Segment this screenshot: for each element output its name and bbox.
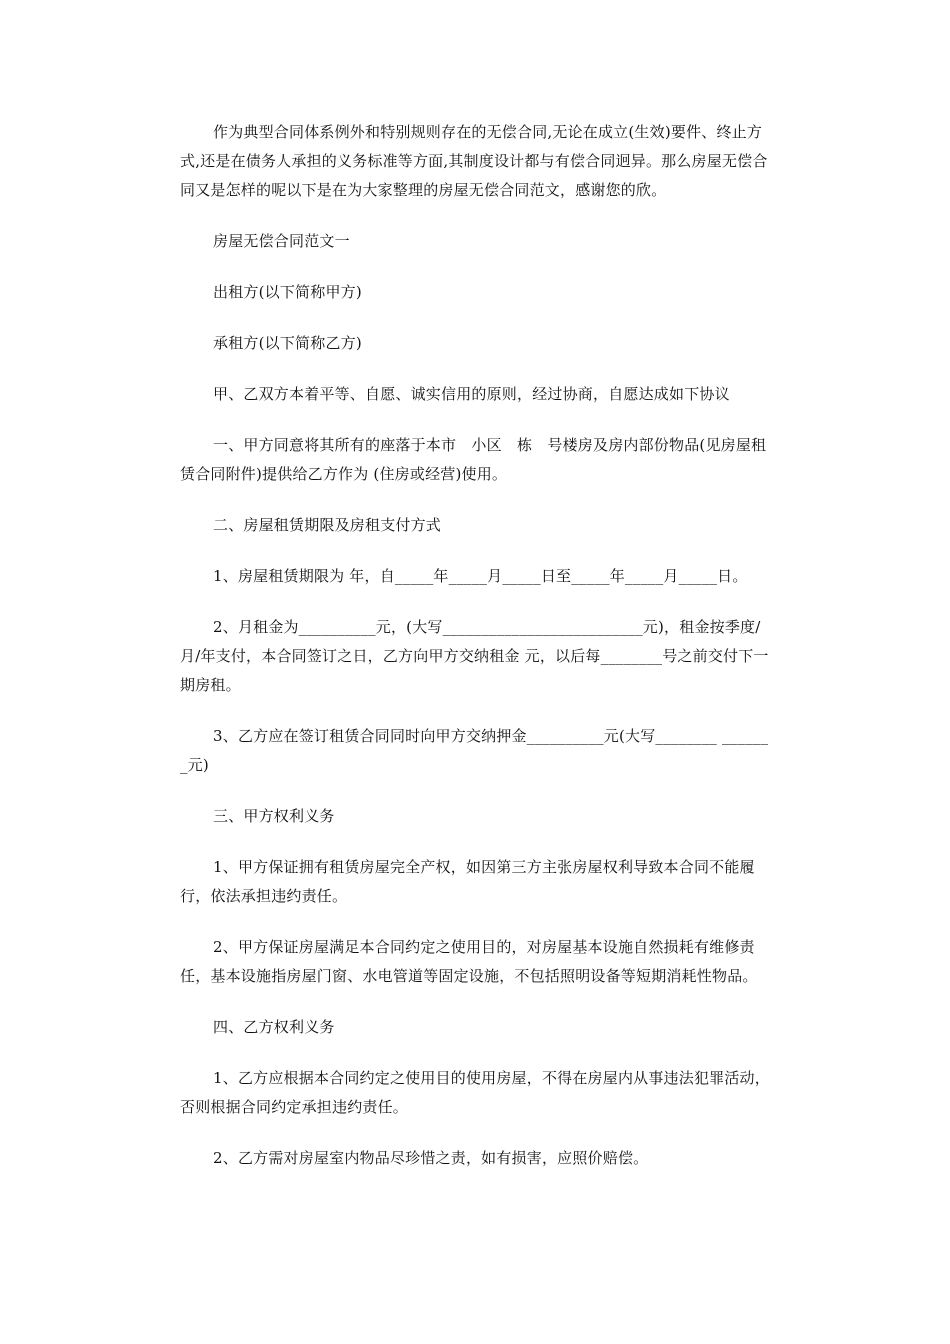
lessee-line: 承租方(以下简称乙方) <box>213 334 362 352</box>
agreement-preamble: 甲、乙双方本着平等、自愿、诚实信用的原则，经过协商，自愿达成如下协议 <box>213 385 730 403</box>
section-heading-lessor-rights: 三、甲方权利义务 <box>213 807 335 825</box>
paragraph-gap <box>180 489 772 511</box>
term-clause-3: 3、乙方应在签订租赁合同同时向甲方交纳押金__________元(大写________ _______元) <box>180 727 769 774</box>
term-clause-2: 2、月租金为__________元，(大写__________________________元)，租金按季度/月/年支付，本合同签订之日，乙方向甲方交纳租金 元，以后每________号之前交付下一期房租。 <box>180 618 769 694</box>
paragraph-gap <box>180 205 772 227</box>
document-body <box>180 118 772 1173</box>
section-heading-term: 二、房屋租赁期限及房租支付方式 <box>213 516 442 534</box>
paragraph-gap <box>180 911 772 933</box>
paragraph-gap <box>180 700 772 722</box>
paragraph-gap <box>180 831 772 853</box>
paragraph-gap <box>180 256 772 278</box>
section-heading-sample-one: 房屋无偿合同范文一 <box>213 232 350 250</box>
paragraph-gap <box>180 591 772 613</box>
paragraph-gap <box>180 780 772 802</box>
paragraph-gap <box>180 1122 772 1144</box>
paragraph-gap <box>180 409 772 431</box>
paragraph-gap <box>180 358 772 380</box>
lessor-clause-1: 1、甲方保证拥有租赁房屋完全产权，如因第三方主张房屋权利导致本合同不能履行，依法承担违约责任。 <box>180 858 755 905</box>
paragraph-gap <box>180 1042 772 1064</box>
lessee-clause-2: 2、乙方需对房屋室内物品尽珍惜之责，如有损害，应照价赔偿。 <box>213 1149 649 1167</box>
section-heading-lessee-rights: 四、乙方权利义务 <box>213 1018 335 1036</box>
lessee-clause-1: 1、乙方应根据本合同约定之使用目的使用房屋，不得在房屋内从事违法犯罪活动，否则根据合同约定承担违约责任。 <box>180 1069 770 1116</box>
paragraph-gap <box>180 307 772 329</box>
paragraph-gap <box>180 540 772 562</box>
intro-paragraph: 作为典型合同体系例外和特别规则存在的无偿合同,无论在成立(生效)要件、终止方式,还是在债务人承担的义务标准等方面,其制度设计都与有偿合同迥异。那么房屋无偿合同又是怎样的呢以下是在为大家整理的房屋无偿合同范文，感谢您的欣。 <box>180 123 768 199</box>
clause-one: 一、甲方同意将其所有的座落于本市 小区 栋 号楼房及房内部份物品(见房屋租赁合同附件)提供给乙方作为 (住房或经营)使用。 <box>180 436 767 483</box>
term-clause-1: 1、房屋租赁期限为 年，自_____年_____月_____日至_____年_____月_____日。 <box>213 567 748 585</box>
lessor-line: 出租方(以下简称甲方) <box>213 283 362 301</box>
lessor-clause-2: 2、甲方保证房屋满足本合同约定之使用目的，对房屋基本设施自然损耗有维修责任，基本设施指房屋门窗、水电管道等固定设施，不包括照明设备等短期消耗性物品。 <box>180 938 758 985</box>
paragraph-gap <box>180 991 772 1013</box>
